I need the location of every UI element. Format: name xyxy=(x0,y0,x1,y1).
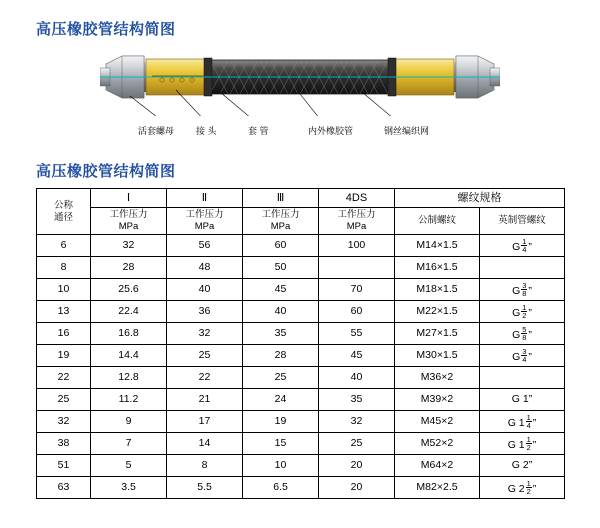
table-row xyxy=(37,411,565,433)
cell-inch xyxy=(480,301,565,323)
diagram-label-2: 套 管 xyxy=(248,126,269,136)
cell-inch xyxy=(480,345,565,367)
table-row xyxy=(37,257,565,279)
table-row xyxy=(37,389,565,411)
cell-dn: 25 xyxy=(37,389,91,411)
header-pressure-1-line2: MPa xyxy=(118,221,139,232)
header-nominal-diameter xyxy=(37,189,91,235)
cell-ii: 56 xyxy=(167,235,243,257)
cell-inch-pre: G xyxy=(512,306,521,319)
page-title-diagram: 高压橡胶管结构简图 xyxy=(36,21,176,38)
cell-4ds: 32 xyxy=(319,411,395,433)
header-series-4ds: 4DS xyxy=(319,189,395,208)
cell-inch-den: 2 xyxy=(526,443,531,452)
cell-inch xyxy=(480,411,565,433)
cell-inch-fraction xyxy=(521,238,527,254)
cell-i: 28 xyxy=(91,257,167,279)
cell-4ds: 55 xyxy=(319,323,395,345)
cell-dn: 22 xyxy=(37,367,91,389)
table-header-row-main xyxy=(37,189,565,208)
cell-dn: 8 xyxy=(37,257,91,279)
cell-inch xyxy=(480,389,565,411)
cell-i: 22.4 xyxy=(91,301,167,323)
header-pressure-1 xyxy=(91,208,167,235)
diagram-label-0: 活套螺母 xyxy=(138,126,175,136)
cell-inch-fraction xyxy=(526,480,532,496)
cell-iii: 60 xyxy=(243,235,319,257)
cell-inch-num: 1 xyxy=(522,302,527,312)
cell-iii: 45 xyxy=(243,279,319,301)
header-pressure-2-line2: MPa xyxy=(194,221,215,232)
header-series-3: Ⅲ xyxy=(243,189,319,208)
header-pressure-3-line2: MPa xyxy=(270,221,291,232)
cell-dn: 19 xyxy=(37,345,91,367)
cell-inch-fraction xyxy=(521,282,527,298)
cell-inch-num: 1 xyxy=(522,236,527,246)
cell-4ds: 40 xyxy=(319,367,395,389)
cell-metric: M45×2 xyxy=(395,411,480,433)
cell-ii: 25 xyxy=(167,345,243,367)
cell-i: 3.5 xyxy=(91,477,167,499)
cell-inch-post: 1” xyxy=(522,393,533,406)
cell-dn: 10 xyxy=(37,279,91,301)
header-pressure-4ds xyxy=(319,208,395,235)
cell-inch-num: 3 xyxy=(522,346,527,356)
table-row xyxy=(37,323,565,345)
cell-4ds: 35 xyxy=(319,389,395,411)
cell-inch-post: ” xyxy=(532,416,537,429)
cell-inch-pre: G xyxy=(512,240,521,253)
diagram-label-4: 钢丝编织网 xyxy=(384,126,430,136)
cell-i: 32 xyxy=(91,235,167,257)
table-row xyxy=(37,235,565,257)
cell-ii: 32 xyxy=(167,323,243,345)
cell-inch-den: 4 xyxy=(522,355,527,364)
cell-inch-pre: G xyxy=(512,284,521,297)
cell-i: 7 xyxy=(91,433,167,455)
cell-inch xyxy=(480,433,565,455)
cell-metric: M36×2 xyxy=(395,367,480,389)
cell-inch-post: ” xyxy=(528,284,532,297)
cell-inch-pre: G 2 xyxy=(507,482,525,495)
cell-ii: 21 xyxy=(167,389,243,411)
cell-inch-pre: G xyxy=(511,459,520,472)
cell-metric: M22×1.5 xyxy=(395,301,480,323)
cell-ii: 48 xyxy=(167,257,243,279)
cell-metric: M82×2.5 xyxy=(395,477,480,499)
spec-table-wrapper xyxy=(36,188,564,499)
cell-ii: 17 xyxy=(167,411,243,433)
cell-inch-fraction xyxy=(521,326,527,342)
header-inch-thread: 英制管螺纹 xyxy=(480,208,565,235)
table-row xyxy=(37,477,565,499)
cell-dn: 38 xyxy=(37,433,91,455)
cell-metric: M52×2 xyxy=(395,433,480,455)
cell-inch-pre: G 1 xyxy=(507,438,525,451)
cell-dn: 32 xyxy=(37,411,91,433)
header-pressure-2-line1: 工作压力 xyxy=(185,209,224,221)
header-nominal-line1: 公称 xyxy=(53,199,73,211)
cell-ii: 22 xyxy=(167,367,243,389)
cell-4ds: 25 xyxy=(319,433,395,455)
diagram-label-3: 内外橡胶管 xyxy=(308,126,354,136)
cell-4ds: 60 xyxy=(319,301,395,323)
cell-inch xyxy=(480,477,565,499)
cell-inch-pre: G xyxy=(512,328,521,341)
header-pressure-3-line1: 工作压力 xyxy=(261,209,300,221)
header-pressure-2 xyxy=(167,208,243,235)
cell-ii: 40 xyxy=(167,279,243,301)
header-thread-spec: 螺纹规格 xyxy=(395,189,565,208)
cell-i: 16.8 xyxy=(91,323,167,345)
cell-ii: 36 xyxy=(167,301,243,323)
cell-inch-den: 2 xyxy=(522,311,527,320)
header-series-2: Ⅱ xyxy=(167,189,243,208)
cell-inch-post: ” xyxy=(532,482,537,495)
cell-iii: 15 xyxy=(243,433,319,455)
header-nominal-line2: 通径 xyxy=(53,211,73,223)
cell-dn: 51 xyxy=(37,455,91,477)
cell-i: 12.8 xyxy=(91,367,167,389)
cell-metric: M39×2 xyxy=(395,389,480,411)
header-pressure-3 xyxy=(243,208,319,235)
header-pressure-1-line1: 工作压力 xyxy=(109,209,148,221)
cell-inch-post: ” xyxy=(528,350,532,363)
cell-metric: M27×1.5 xyxy=(395,323,480,345)
cell-inch-fraction xyxy=(521,348,527,364)
cell-inch-post: ” xyxy=(532,438,537,451)
cell-iii: 35 xyxy=(243,323,319,345)
cell-inch-num: 3 xyxy=(522,280,527,290)
cell-inch-fraction xyxy=(526,414,532,430)
cell-i: 5 xyxy=(91,455,167,477)
cell-iii: 19 xyxy=(243,411,319,433)
cell-dn: 63 xyxy=(37,477,91,499)
cell-dn: 6 xyxy=(37,235,91,257)
cell-inch-fraction xyxy=(526,436,532,452)
header-series-1: Ⅰ xyxy=(91,189,167,208)
cell-4ds: 45 xyxy=(319,345,395,367)
cell-i: 11.2 xyxy=(91,389,167,411)
table-row xyxy=(37,455,565,477)
cell-inch-post: ” xyxy=(528,328,532,341)
hose-diagram-svg xyxy=(100,46,500,116)
page-title-table: 高压橡胶管结构简图 xyxy=(36,163,176,180)
cell-metric: M14×1.5 xyxy=(395,235,480,257)
cell-metric: M18×1.5 xyxy=(395,279,480,301)
spec-table xyxy=(36,188,565,499)
table-row xyxy=(37,433,565,455)
cell-4ds: 20 xyxy=(319,477,395,499)
diagram-label-group xyxy=(36,124,564,144)
diagram-label-1: 接 头 xyxy=(196,126,217,136)
cell-inch-den: 4 xyxy=(522,245,527,254)
cell-inch-num: 5 xyxy=(522,324,527,334)
table-header-row-sub xyxy=(37,208,565,235)
cell-inch xyxy=(480,235,565,257)
cell-inch-num: 1 xyxy=(526,434,531,444)
cell-inch-num: 1 xyxy=(526,478,531,488)
cell-inch xyxy=(480,279,565,301)
cell-4ds: 100 xyxy=(319,235,395,257)
table-row xyxy=(37,367,565,389)
cell-iii: 28 xyxy=(243,345,319,367)
cell-inch-fraction xyxy=(521,304,527,320)
cell-inch-den: 8 xyxy=(522,289,527,298)
header-pressure-4ds-line2: MPa xyxy=(346,221,367,232)
cell-ii: 5.5 xyxy=(167,477,243,499)
cell-metric: M30×1.5 xyxy=(395,345,480,367)
cell-inch-pre: G xyxy=(512,350,521,363)
cell-inch xyxy=(480,257,565,279)
cell-metric: M16×1.5 xyxy=(395,257,480,279)
cell-inch-den: 4 xyxy=(526,421,531,430)
cell-dn: 16 xyxy=(37,323,91,345)
table-row xyxy=(37,279,565,301)
cell-ii: 14 xyxy=(167,433,243,455)
table-row xyxy=(37,301,565,323)
cell-4ds: 70 xyxy=(319,279,395,301)
cell-i: 9 xyxy=(91,411,167,433)
cell-inch-post: ” xyxy=(528,306,532,319)
cell-inch xyxy=(480,367,565,389)
cell-metric: M64×2 xyxy=(395,455,480,477)
cell-4ds: 20 xyxy=(319,455,395,477)
cell-iii: 50 xyxy=(243,257,319,279)
cell-i: 14.4 xyxy=(91,345,167,367)
header-metric-thread: 公制螺纹 xyxy=(395,208,480,235)
cell-iii: 24 xyxy=(243,389,319,411)
cell-i: 25.6 xyxy=(91,279,167,301)
cell-inch-den: 8 xyxy=(522,333,527,342)
cell-inch-post: ” xyxy=(528,240,532,253)
cell-iii: 25 xyxy=(243,367,319,389)
cell-4ds xyxy=(319,257,395,279)
cell-iii: 6.5 xyxy=(243,477,319,499)
cell-iii: 10 xyxy=(243,455,319,477)
cell-inch xyxy=(480,455,565,477)
cell-inch xyxy=(480,323,565,345)
header-pressure-4ds-line1: 工作压力 xyxy=(337,209,376,221)
cell-dn: 13 xyxy=(37,301,91,323)
cell-inch-post: 2” xyxy=(522,459,533,472)
hose-structure-diagram xyxy=(100,46,500,116)
cell-ii: 8 xyxy=(167,455,243,477)
cell-inch-den: 2 xyxy=(526,487,531,496)
cell-iii: 40 xyxy=(243,301,319,323)
cell-inch-pre: G 1 xyxy=(507,416,525,429)
table-row xyxy=(37,345,565,367)
cell-inch-num: 1 xyxy=(526,412,531,422)
cell-inch-pre: G xyxy=(511,393,520,406)
